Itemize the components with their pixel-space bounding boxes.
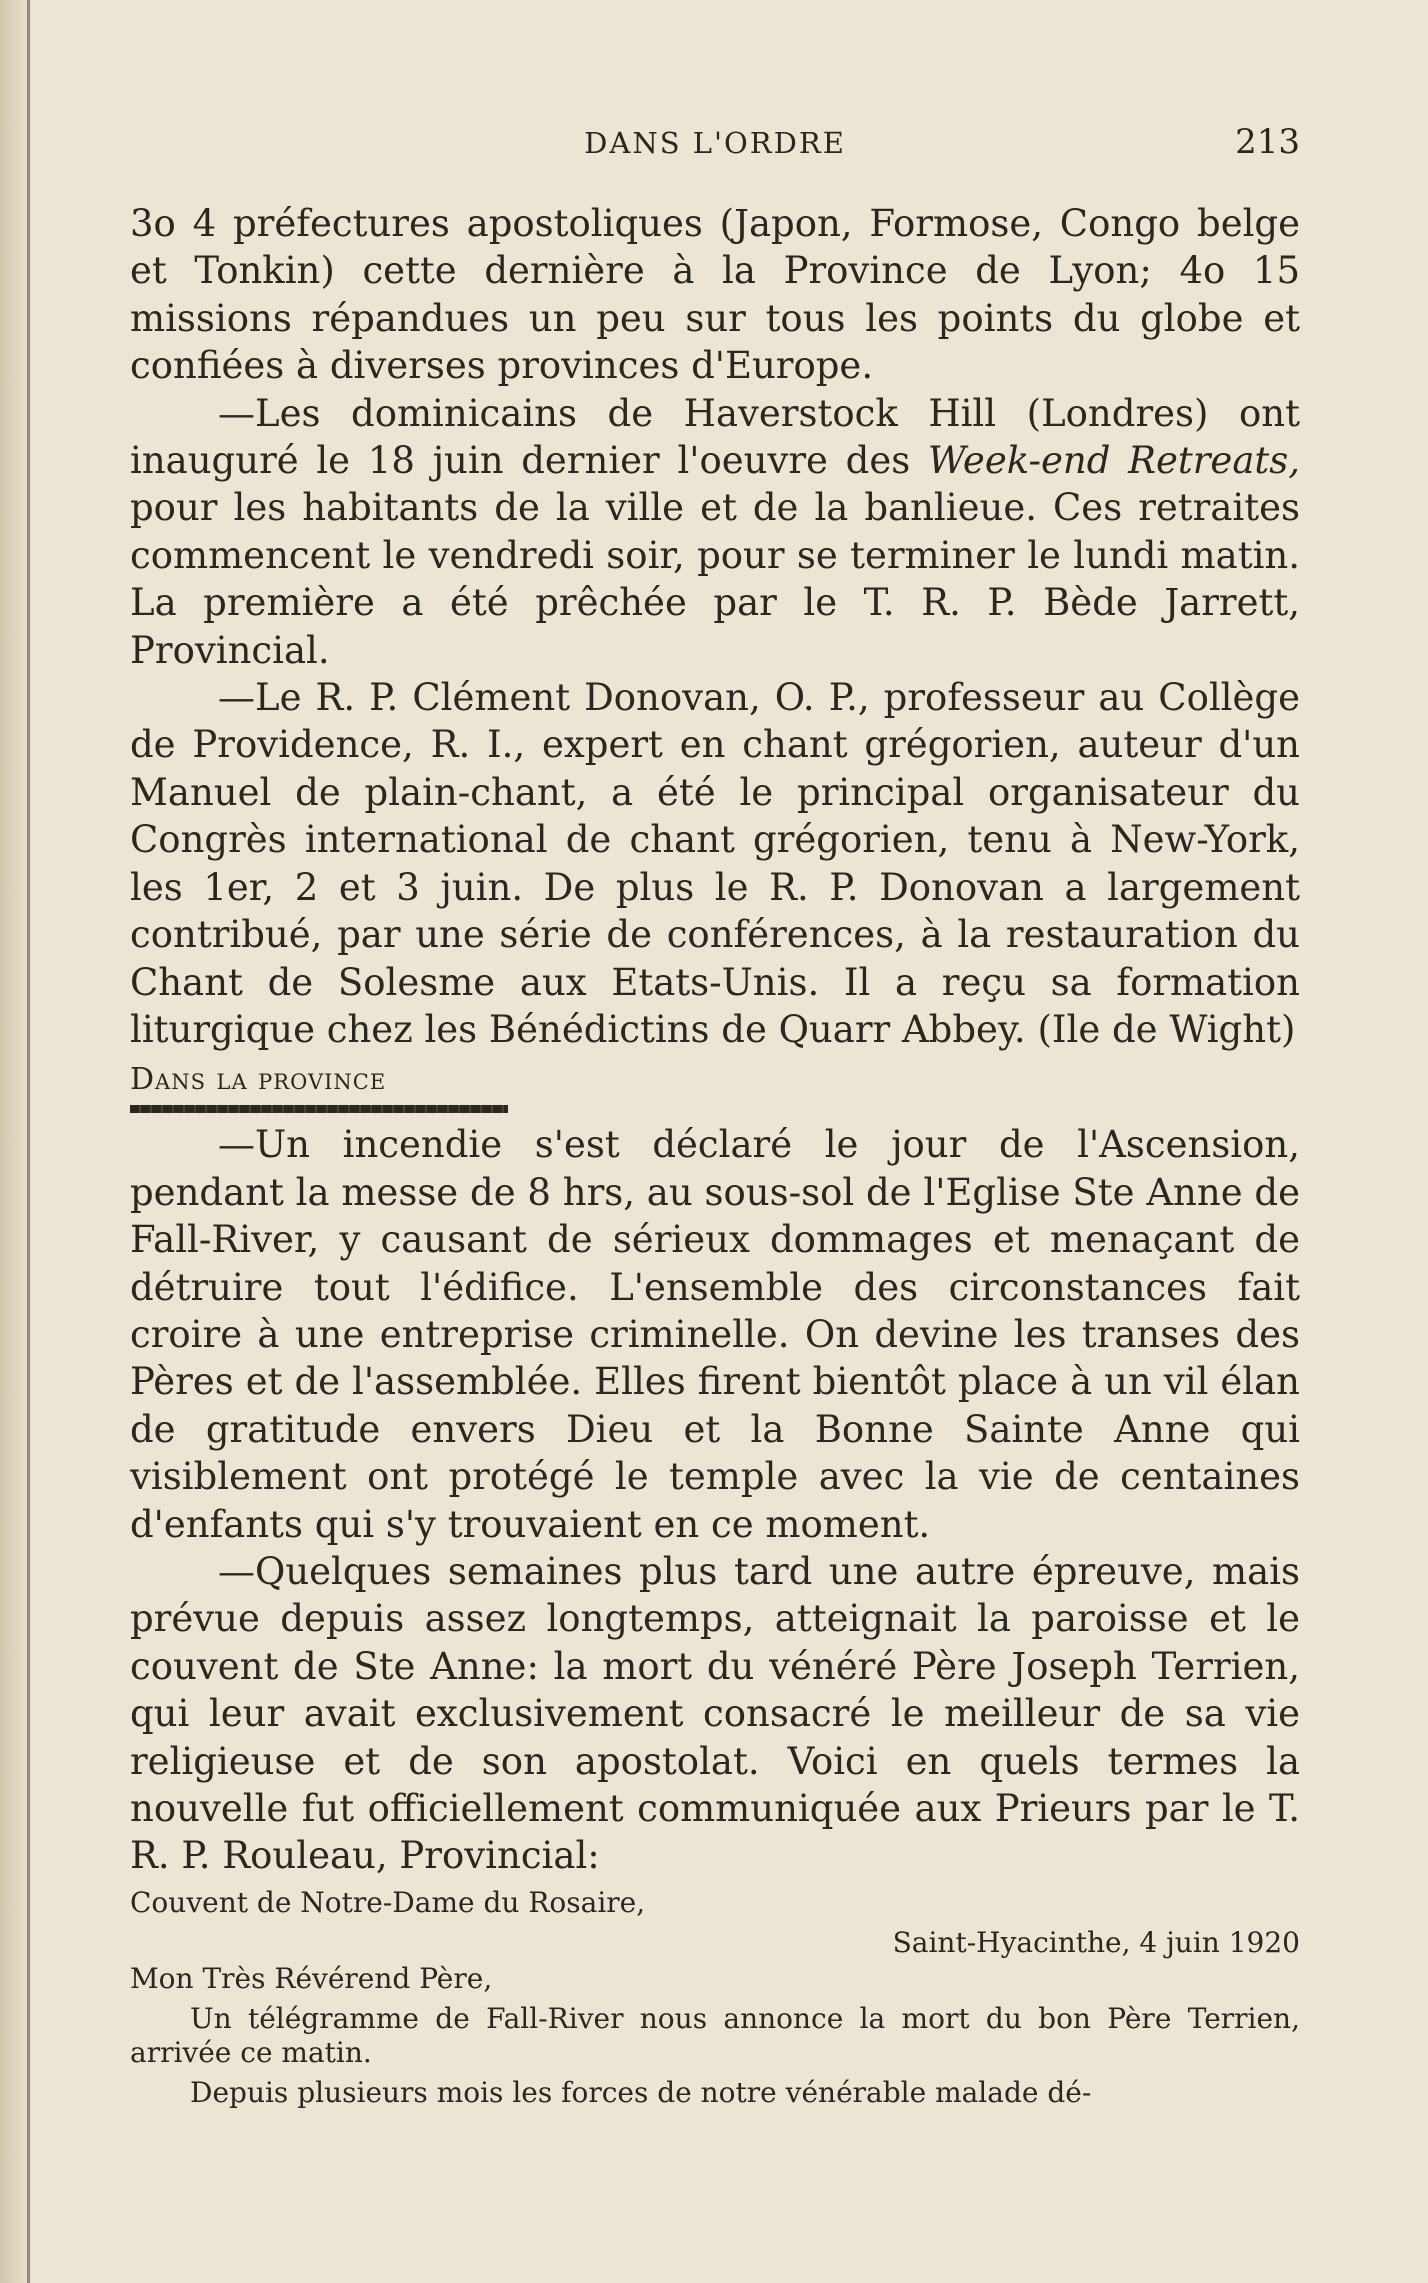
letter-date: Saint-Hyacinthe, 4 juin 1920	[892, 1925, 1300, 1959]
letter-salutation: Mon Très Révérend Père,	[130, 1961, 493, 1995]
section-underline	[130, 1105, 508, 1113]
letter-address: Couvent de Notre-Dame du Rosaire,	[130, 1885, 646, 1919]
page-body	[130, 200, 1300, 2110]
running-title: DANS L'ORDRE	[584, 126, 846, 160]
section-heading-text: Dans la province	[130, 1062, 387, 1098]
page-header	[130, 118, 1300, 168]
paragraph-prefectures: 3o 4 préfectures apostoliques (Japon, Formose, Congo belge et Tonkin) cette dernière à la Province de Lyon; 4o 15 missions répandues un peu sur tous les points du globe et confiées à diverses provinces d'Europe.	[130, 202, 1300, 388]
paragraph-dominicains	[130, 390, 1300, 674]
paragraph-dominicains-start: —Les dominicains de Haverstock Hill (Londres) ont inauguré le 18 juin dernier l'oeuvre des	[130, 391, 1300, 483]
page-number: 213	[1235, 122, 1300, 162]
paragraph-dominicains-end: pour les habitants de la ville et de la banlieue. Ces retraites commencent le vendredi soir, pour se terminer le lundi matin. La première a été prêchée par le T. R. P. Bède Jarrett, Provincial.	[130, 486, 1300, 672]
binding-edge-line	[27, 0, 30, 2283]
letter-paragraph-1: Un télégramme de Fall-River nous annonce la mort du bon Père Terrien, arrivée ce matin.	[130, 2001, 1300, 2069]
section-heading	[130, 1057, 1300, 1103]
paragraph-incendie: —Un incendie s'est déclaré le jour de l'Ascension, pendant la messe de 8 hrs, au sous-sol de l'Eglise Ste Anne de Fall-River, y causant de sérieux dommages et menaçant de détruire tout l'édifice. L'ensemble des circonstances fait croire à une entreprise criminelle. On devine les transes des Pères et de l'assemblée. Elles firent bientôt place à un vil élan de gratitude envers Dieu et la Bonne Sainte Anne qui visiblement ont protégé le temple avec la vie de centaines d'enfants qui s'y trouvaient en ce moment.	[130, 1123, 1300, 1546]
paragraph-donovan: —Le R. P. Clément Donovan, O. P., professeur au Collège de Providence, R. I., expert en chant grégorien, auteur d'un Manuel de plain-chant, a été le principal organisateur du Congrès international de chant grégorien, tenu à New-York, les 1er, 2 et 3 juin. De plus le R. P. Donovan a largement contribué, par une série de conférences, à la restauration du Chant de Solesme aux Etats-Unis. Il a reçu sa formation liturgique chez les Bénédictins de Quarr Abbey. (Ile de Wight)	[130, 676, 1300, 1051]
letter-paragraph-2: Depuis plusieurs mois les forces de notre vénérable malade dé-	[190, 2075, 1092, 2109]
paragraph-terrien: —Quelques semaines plus tard une autre épreuve, mais prévue depuis assez longtemps, atteignait la paroisse et le couvent de Ste Anne: la mort du vénéré Père Joseph Terrien, qui leur avait exclusivement consacré le meilleur de sa vie religieuse et de son apostolat. Voici en quels termes la nouvelle fut officiellement communiquée aux Prieurs par le T. R. P. Rouleau, Provincial:	[130, 1549, 1300, 1878]
week-end-retreats-italic: Week-end Retreats,	[927, 439, 1300, 483]
letter	[130, 1886, 1300, 2110]
